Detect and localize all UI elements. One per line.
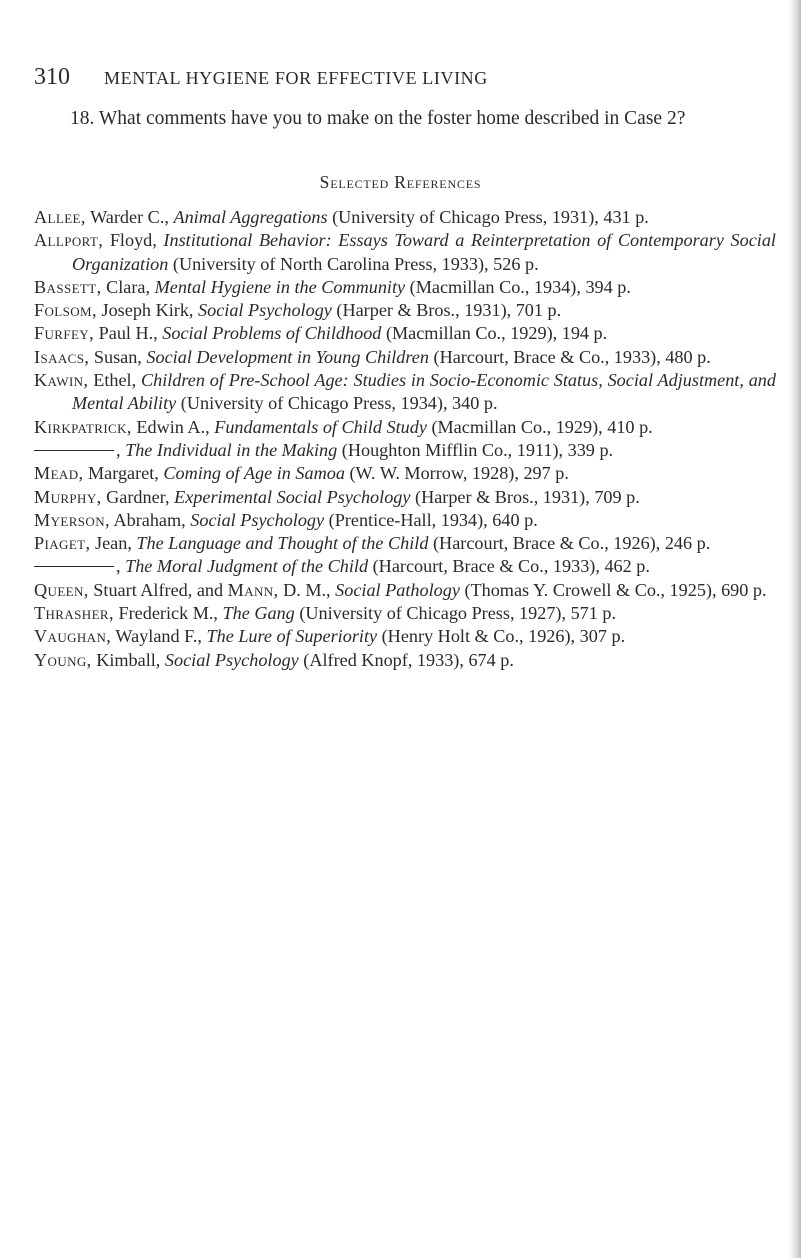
reference-publication: (Harcourt, Brace & Co., 1926), 246 p. (428, 533, 711, 554)
reference-entry (34, 299, 776, 322)
reference-author: Kirkpatrick, (34, 416, 132, 437)
reference-entry (34, 625, 776, 648)
reference-author: Mead, (34, 463, 84, 484)
reference-publication: (Macmillan Co., 1929), 410 p. (426, 416, 653, 437)
reference-publication: (University of North Carolina Press, 1933), 526 p. (168, 253, 539, 274)
page-number: 310 (34, 64, 70, 90)
reference-text: Warder C., (85, 207, 174, 227)
reference-entry (34, 206, 776, 229)
reference-title: Social Development in Young Children (146, 346, 429, 367)
reference-publication: (Harcourt, Brace & Co., 1933), 480 p. (428, 346, 711, 367)
ditto-dash (34, 450, 114, 451)
reference-author: Young, (34, 649, 92, 670)
reference-list (34, 206, 776, 672)
reference-text: , (116, 556, 126, 577)
reference-author: Bassett, (34, 276, 102, 297)
reference-entry (34, 346, 776, 369)
reference-publication: (University of Chicago Press, 1927), 571 p. (294, 603, 617, 624)
reference-title: Experimental Social Psychology (174, 486, 411, 507)
reference-title: Social Problems of Childhood (162, 323, 382, 344)
reference-publication: (W. W. Morrow, 1928), 297 p. (344, 463, 569, 484)
reference-title: Children of Pre-School Age: Studies in Socio-Economic Status, Social Adjustment, and Mental Ability (72, 370, 776, 414)
section-heading: Selected References (319, 172, 482, 192)
reference-title: Coming of Age in Samoa (163, 463, 345, 484)
reference-author: Kawin, (34, 370, 89, 391)
reference-author: Allport, (34, 230, 104, 251)
reference-publication: (Harper & Bros., 1931), 701 p. (331, 300, 562, 321)
reference-author: Allee, (34, 207, 86, 227)
reference-entry (34, 462, 776, 485)
reference-text: Ethel, (88, 370, 141, 391)
page-header (34, 64, 774, 91)
reference-title: Social Psychology (190, 509, 325, 530)
reference-publication: (Alfred Knopf, 1933), 674 p. (298, 649, 514, 670)
reference-title: The Gang (222, 603, 295, 624)
reference-entry (34, 579, 776, 602)
reference-text: Joseph Kirk, (96, 300, 199, 321)
reference-title: The Moral Judgment of the Child (125, 556, 369, 577)
reference-author: Myerson, (34, 509, 110, 530)
reference-text: , (116, 439, 126, 460)
reference-text: Floyd, (103, 230, 164, 251)
reference-title: Fundamentals of Child Study (214, 416, 427, 437)
reference-entry (34, 416, 776, 439)
reference-author: Folsom, (34, 300, 97, 321)
reference-text: D. M., (278, 579, 336, 600)
reference-entry (34, 229, 776, 276)
reference-text: Stuart Alfred, and (88, 579, 228, 600)
reference-text: Gardner, (101, 486, 175, 507)
reference-title: The Lure of Superiority (206, 626, 378, 647)
study-question: 18. What comments have you to make on the foster home described in Case 2? (70, 108, 686, 129)
reference-author: Isaacs, (34, 346, 90, 367)
reference-author: Murphy, (34, 486, 102, 507)
ditto-dash (34, 566, 114, 567)
reference-title: Animal Aggregations (173, 207, 328, 227)
reference-text: Susan, (89, 346, 147, 367)
reference-publication: (Prentice-Hall, 1934), 640 p. (324, 509, 538, 530)
reference-author: Thrasher, (34, 603, 114, 624)
reference-entry (34, 555, 776, 578)
reference-entry (34, 322, 776, 345)
running-head: MENTAL HYGIENE FOR EFFECTIVE LIVING (104, 68, 488, 88)
reference-publication: (Thomas Y. Crowell & Co., 1925), 690 p. (459, 579, 767, 600)
reference-entry (34, 532, 776, 555)
reference-publication: (Harcourt, Brace & Co., 1933), 462 p. (368, 556, 650, 577)
reference-author: Furfey, (34, 323, 95, 344)
reference-entry (34, 276, 776, 299)
reference-text: Jean, (90, 533, 137, 554)
reference-author: Vaughan, (34, 626, 112, 647)
reference-title: Institutional Behavior: Essays Toward a Reinterpretation of Contemporary Social Organization (72, 230, 776, 274)
reference-text: Paul H., (94, 323, 163, 344)
reference-publication: (Macmillan Co., 1934), 394 p. (405, 276, 631, 297)
reference-entry (34, 439, 776, 462)
reference-title: Social Psychology (198, 300, 332, 321)
reference-text: Margaret, (83, 463, 164, 484)
reference-entry (34, 602, 776, 625)
reference-text: Clara, (101, 276, 155, 297)
reference-text: Edwin A., (131, 416, 215, 437)
reference-title: Social Psychology (164, 649, 299, 670)
reference-text: Frederick M., (113, 603, 223, 624)
reference-title: The Language and Thought of the Child (136, 533, 429, 554)
reference-publication: (Houghton Mifflin Co., 1911), 339 p. (337, 439, 614, 460)
reference-author: Piaget, (34, 533, 91, 554)
reference-text: Abraham, (109, 509, 191, 530)
reference-text: Wayland F., (111, 626, 207, 647)
reference-text: Kimball, (91, 649, 165, 670)
reference-publication: (Henry Holt & Co., 1926), 307 p. (377, 626, 626, 647)
reference-entry (34, 649, 776, 672)
reference-publication: (University of Chicago Press, 1934), 340 p. (176, 393, 498, 414)
reference-entry (34, 509, 776, 532)
reference-title: Social Pathology (335, 579, 460, 600)
reference-author: Queen, (34, 579, 89, 600)
reference-title: Mental Hygiene in the Community (154, 276, 406, 297)
reference-title: The Individual in the Making (125, 439, 338, 460)
reference-entry (34, 369, 776, 416)
reference-entry (34, 486, 776, 509)
reference-publication: (Macmillan Co., 1929), 194 p. (381, 323, 608, 344)
reference-author: Mann, (227, 579, 279, 600)
reference-publication: (University of Chicago Press, 1931), 431 p. (327, 207, 649, 227)
reference-publication: (Harper & Bros., 1931), 709 p. (410, 486, 640, 507)
